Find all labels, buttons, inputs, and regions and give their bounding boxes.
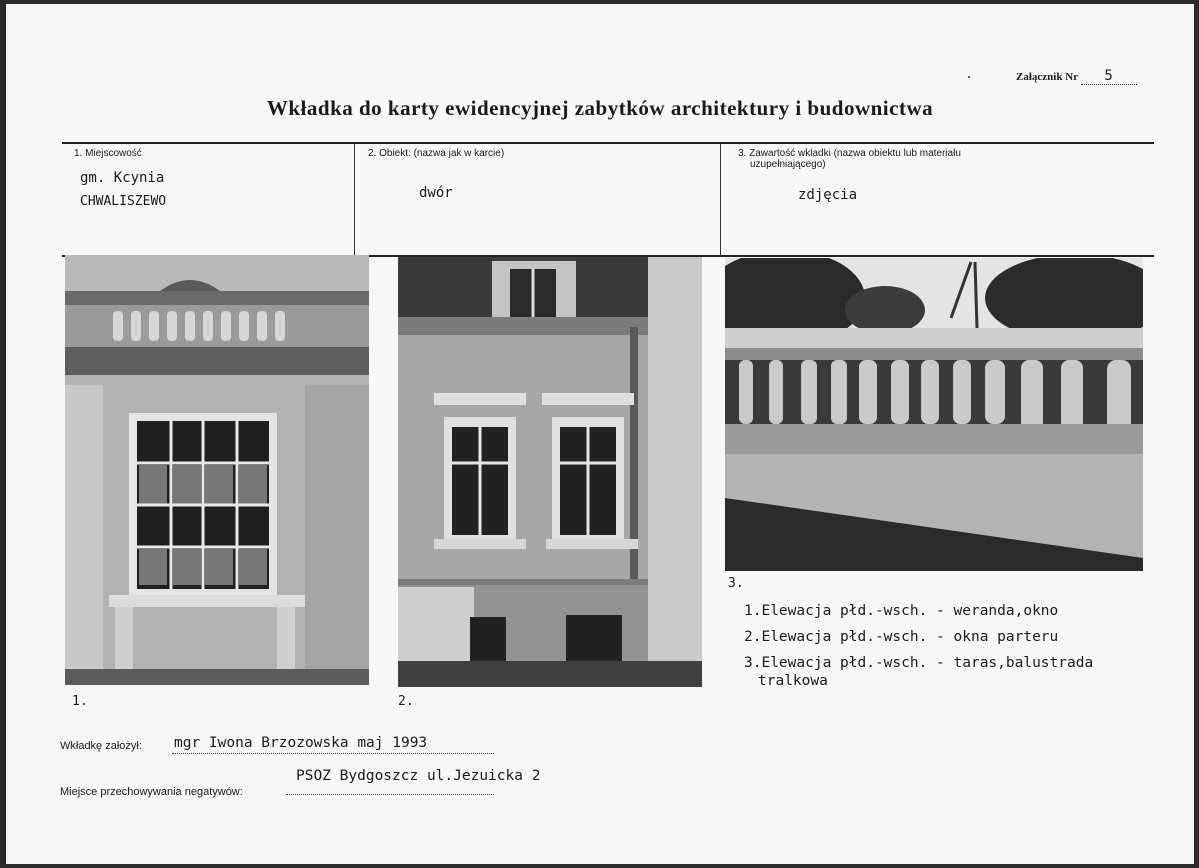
author-label: Wkładkę założył: (60, 740, 142, 752)
object-value: dwór (419, 185, 453, 201)
contents-label (738, 148, 961, 170)
caption-1: 1.Elewacja płd.-wsch. - weranda,okno (744, 603, 1059, 619)
attachment-number (1016, 68, 1137, 85)
page-title: Wkładka do karty ewidencyjnej zabytków architektury i budownictwa (266, 96, 934, 120)
contents-label-line1: 3. Zawartość wkladki (nazwa obiektu lub materiału (738, 148, 961, 159)
caption-3: 3.Elewacja płd.-wsch. - taras,balustrada (744, 655, 1094, 671)
registry-card-sheet (6, 4, 1194, 864)
photo-1-number: 1. (72, 694, 88, 709)
photo-2-number: 2. (398, 694, 414, 709)
contents-value: zdjęcia (798, 187, 858, 203)
photo-3-number: 3. (728, 576, 744, 591)
caption-3-continuation: tralkowa (758, 673, 828, 689)
photo-1-veranda-window (65, 255, 369, 685)
locality-value-line1: gm. Kcynia (80, 170, 165, 186)
attachment-number-value: 5 (1081, 68, 1137, 85)
storage-dotline (286, 794, 494, 795)
column-divider-1 (354, 144, 355, 256)
storage-value: PSOZ Bydgoszcz ul.Jezuicka 2 (296, 768, 541, 784)
locality-label: 1. Miejscowość (74, 148, 142, 159)
storage-label: Miejsce przechowywania negatywów: (60, 786, 243, 798)
object-label: 2. Obiekt: (nazwa jak w karcie) (368, 148, 505, 159)
column-divider-2 (720, 144, 721, 256)
locality-value-line2: CHWALISZEWO (80, 194, 167, 209)
table-top-rule (62, 142, 1154, 144)
photo-3-terrace-balustrade (725, 258, 1143, 571)
caption-2: 2.Elewacja płd.-wsch. - okna parteru (744, 629, 1059, 645)
author-value: mgr Iwona Brzozowska maj 1993 (174, 735, 428, 751)
author-dotline (172, 753, 494, 754)
attachment-label: Załącznik Nr (1016, 71, 1078, 83)
paper-speck (968, 76, 970, 78)
photo-2-ground-floor-windows (398, 257, 702, 687)
contents-label-line2: uzupełniającego) (750, 159, 826, 170)
